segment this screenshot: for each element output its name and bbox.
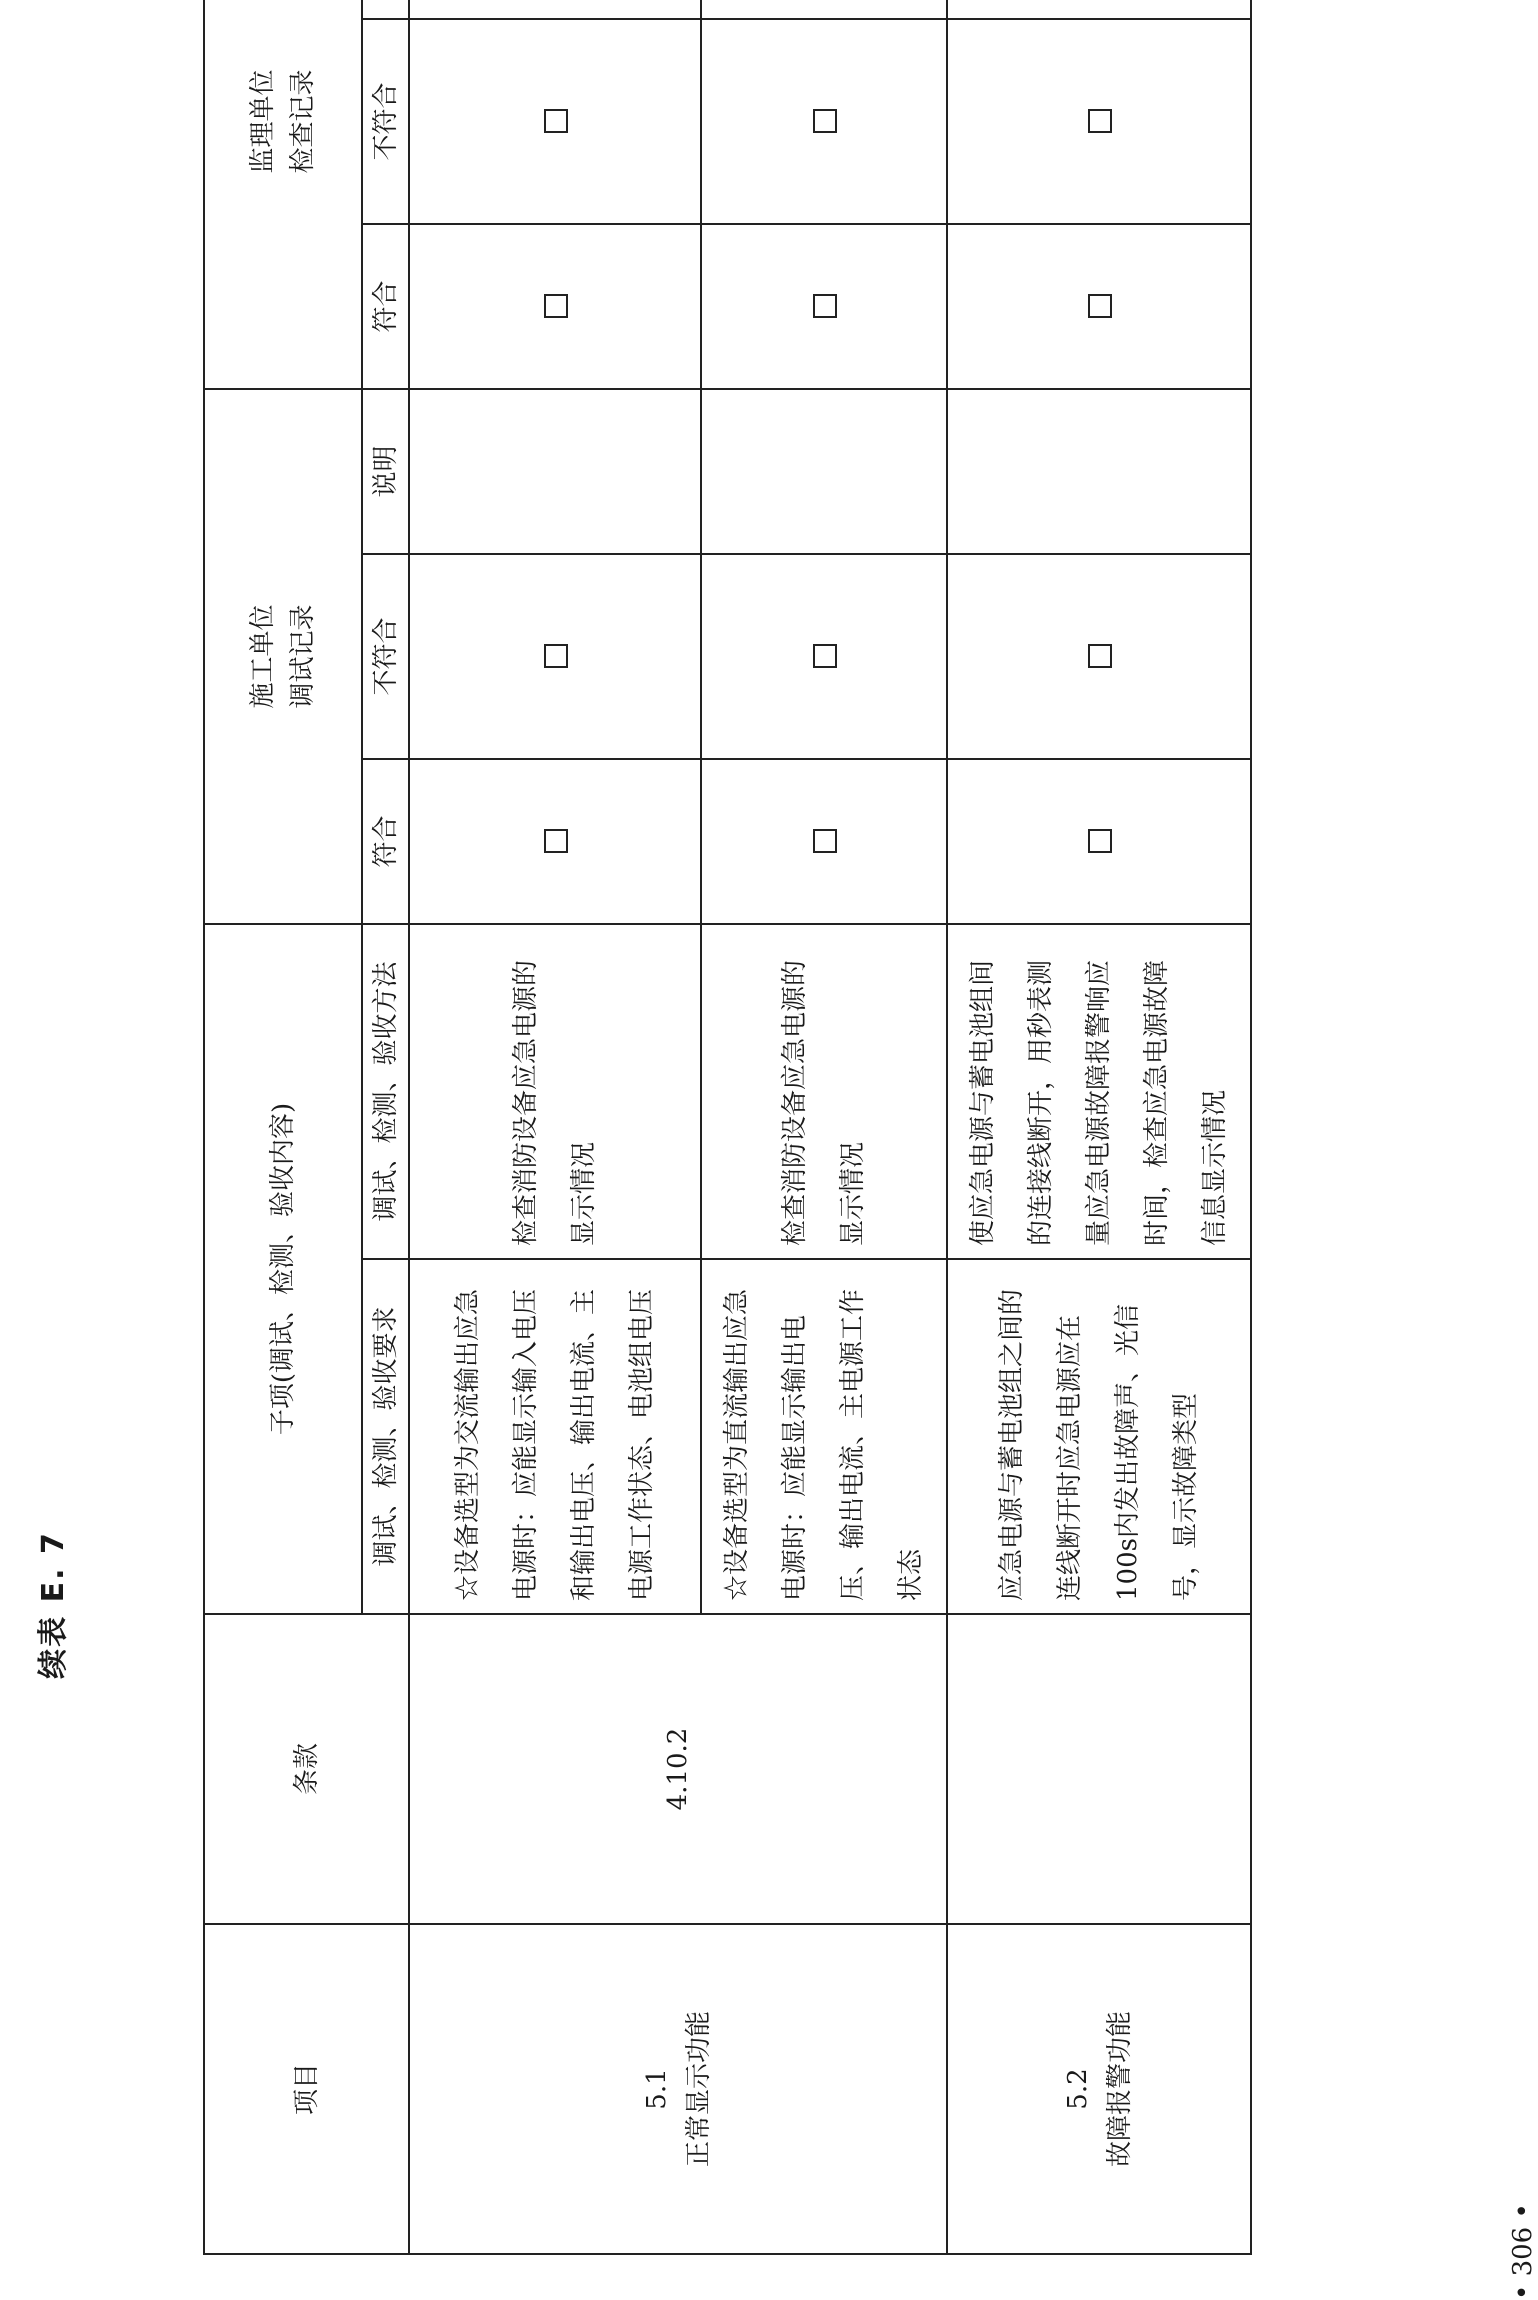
header-requirement: 调试、检测、验收要求 xyxy=(362,1259,409,1614)
checkbox[interactable] xyxy=(813,109,837,133)
checkbox-cell[interactable] xyxy=(409,554,701,759)
checkbox-cell[interactable] xyxy=(947,224,1251,389)
checkbox[interactable] xyxy=(544,294,568,318)
checkbox-cell[interactable] xyxy=(947,19,1251,224)
header-clause: 条款 xyxy=(204,1614,409,1924)
item-name: 正常显示功能 xyxy=(684,2011,714,2168)
item-number: 5.1 xyxy=(642,2068,672,2110)
requirement-text: 应急电源与蓄电池组之间的连线断开时应急电源应在100s内发出故障声、光信号，显示故障类型 xyxy=(947,1259,1251,1614)
header-conform: 符合 xyxy=(362,224,409,389)
checkbox[interactable] xyxy=(1088,829,1112,853)
page-number: • 306 • xyxy=(1508,2203,1538,2300)
checkbox[interactable] xyxy=(1088,644,1112,668)
note-cell[interactable] xyxy=(409,389,701,554)
header-nonconform: 不符合 xyxy=(362,19,409,224)
header-item: 项目 xyxy=(204,1924,409,2254)
header-note: 说明 xyxy=(362,389,409,554)
header-method: 调试、检测、验收方法 xyxy=(362,924,409,1259)
note-cell[interactable] xyxy=(947,0,1251,19)
header-construction xyxy=(204,389,362,924)
checkbox-cell[interactable] xyxy=(409,19,701,224)
checkbox-cell[interactable] xyxy=(947,554,1251,759)
clause-cell: 4.10.2 xyxy=(409,1614,947,1924)
checkbox-cell[interactable] xyxy=(409,224,701,389)
method-text: 检查消防设备应急电源的显示情况 xyxy=(409,924,701,1259)
checkbox[interactable] xyxy=(813,829,837,853)
checkbox[interactable] xyxy=(1088,109,1112,133)
method-text: 使应急电源与蓄电池组间的连接线断开，用秒表测量应急电源故障报警响应时间，检查应急电源故障信息显示情况 xyxy=(947,924,1251,1259)
header-construction-line2: 调试记录 xyxy=(288,604,318,709)
checkbox-cell[interactable] xyxy=(409,759,701,924)
checkbox[interactable] xyxy=(813,644,837,668)
header-subitem: 子项(调试、检测、验收内容) xyxy=(204,924,362,1614)
checkbox[interactable] xyxy=(544,109,568,133)
header-supervision-line2: 检查记录 xyxy=(288,69,318,174)
checkbox-cell[interactable] xyxy=(701,224,947,389)
header-conform: 符合 xyxy=(362,759,409,924)
checkbox-cell[interactable] xyxy=(701,759,947,924)
table-title: 续表 E. 7 xyxy=(36,1531,71,1679)
checkbox[interactable] xyxy=(1088,294,1112,318)
checkbox-cell[interactable] xyxy=(947,759,1251,924)
checkbox-cell[interactable] xyxy=(701,554,947,759)
table-row xyxy=(947,0,1251,2254)
clause-cell-empty xyxy=(947,1614,1251,1924)
requirement-text: ☆设备选型为直流输出应急电源时：应能显示输出电压、输出电流、主电源工作状态 xyxy=(701,1259,947,1614)
rotated-page xyxy=(36,69,1538,2300)
header-construction-line1: 施工单位 xyxy=(248,604,278,709)
header-note xyxy=(362,0,409,19)
header-supervision-line1: 监理单位 xyxy=(248,69,278,174)
note-cell[interactable] xyxy=(701,0,947,19)
inspection-table xyxy=(203,0,1252,2255)
note-cell[interactable] xyxy=(701,389,947,554)
table-row xyxy=(409,0,701,2254)
header-supervision xyxy=(204,0,362,389)
checkbox[interactable] xyxy=(813,294,837,318)
method-text: 检查消防设备应急电源的显示情况 xyxy=(701,924,947,1259)
note-cell[interactable] xyxy=(409,0,701,19)
item-name: 故障报警功能 xyxy=(1105,2011,1135,2168)
checkbox[interactable] xyxy=(544,829,568,853)
checkbox[interactable] xyxy=(544,644,568,668)
item-number: 5.2 xyxy=(1063,2068,1093,2110)
requirement-text: ☆设备选型为交流输出应急电源时：应能显示输入电压和输出电压、输出电流、主电源工作状态、电池组电压 xyxy=(409,1259,701,1614)
note-cell[interactable] xyxy=(947,389,1251,554)
header-nonconform: 不符合 xyxy=(362,554,409,759)
checkbox-cell[interactable] xyxy=(701,19,947,224)
item-cell xyxy=(947,1924,1251,2254)
item-cell xyxy=(409,1924,947,2254)
